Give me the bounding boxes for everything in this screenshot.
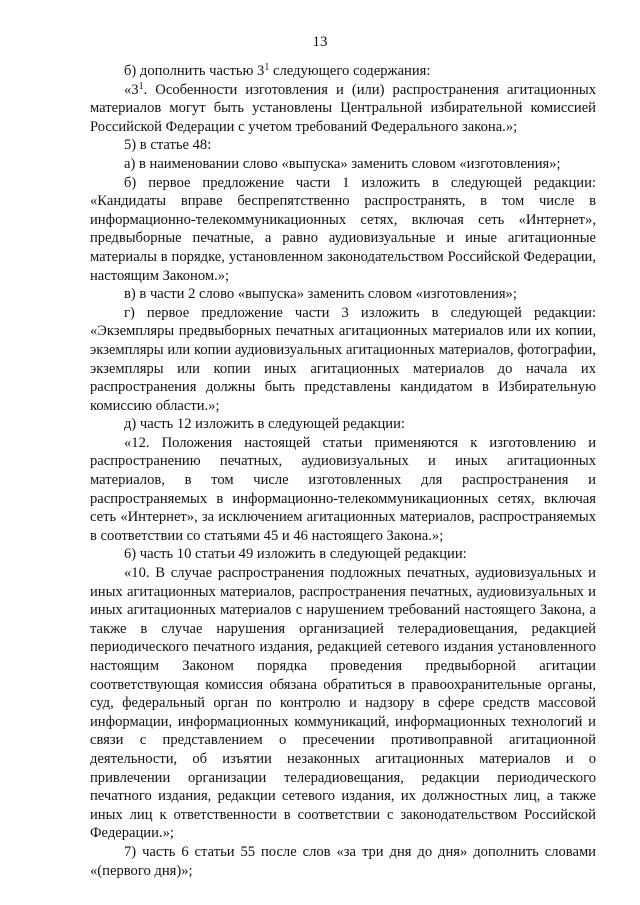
paragraph-article-55: 7) часть 6 статьи 55 после слов «за три дня до дня» дополнить словами «(первого дня)»;	[90, 843, 596, 879]
paragraph-48-v: в) в части 2 слово «выпуска» заменить словом «изготовления»;	[124, 286, 517, 303]
paragraph-48-b: б) первое предложение части 1 изложить в следующей редакции: «Кандидаты вправе беспрепятственно распространять, в том числе в информационно-телекоммуникационных сетях, включая сеть «Интернет», предвыборные печатные, а равно аудиовизуальные и иные агитационные материалы в порядке, установленном законодательством Российской Федерации, настоящим Законом.»;	[90, 174, 596, 284]
paragraph-add-part-3-1	[90, 62, 596, 81]
paragraph-part-3-1-text	[90, 81, 596, 137]
document-body	[90, 62, 596, 880]
paragraph-part-12-text: «12. Положения настоящей статьи применяются к изготовлению и распространению печатных, аудиовизуальных и иных агитационных материалов, в том числе изготовленных для распространения и распространяемых в информационно-телекоммуникационных сетях, включая сеть «Интернет», за исключением агитационных материалов, распространяемых в соответствии со статьями 45 и 46 настоящего Закона.»;	[90, 434, 596, 544]
page-number: 13	[312, 34, 328, 50]
superscript-1: 1	[138, 80, 144, 92]
paragraph-text-tail: следующего содержания:	[269, 63, 431, 79]
paragraph-48-a: а) в наименовании слово «выпуска» заменить словом «изготовления»;	[124, 155, 561, 172]
paragraph-48-g: г) первое предложение части 3 изложить в следующей редакции: «Экземпляры предвыборных печатных агитационных материалов или их копии, экземпляры или копии аудиовизуальных агитационных материалов, фотографии, экземпляры или копии иных агитационных материалов до начала их распространения должны быть представлены кандидатом в Избирательную комиссию области.»;	[90, 304, 596, 414]
paragraph-text: «3	[124, 81, 139, 98]
superscript-1: 1	[264, 62, 270, 73]
paragraph-text-tail: . Особенности изготовления и (или) распространения агитационных материалов могут быть установлены Центральной избирательной комиссией Российской Федерации с учетом требований Федерального закона.»;	[90, 81, 596, 135]
paragraph-text: б) дополнить частью 3	[124, 63, 265, 79]
paragraph-48-d: д) часть 12 изложить в следующей редакции:	[124, 416, 405, 433]
paragraph-article-48: 5) в статье 48:	[124, 137, 212, 154]
paragraph-part-10-text: «10. В случае распространения подложных печатных, аудиовизуальных и иных агитационных материалов, распространения печатных, аудиовизуальных и иных агитационных материалов с нарушением требований настоящего Закона, а также в случае нарушения организацией телерадиовещания, редакцией периодического печатного издания, редакцией сетевого издания установленного настоящим Законом порядка проведения предвыборной агитации соответствующая комиссия обязана обратиться в правоохранительные органы, суд, федеральный орган по контролю и надзору в сфере средств массовой информации, информационных коммуникаций, информационных технологий и связи с представлением о пресечении противоправной агитационной деятельности, об изъятии незаконных агитационных материалов и о привлечении организации телерадиовещания, редакции периодического печатного издания, редакции сетевого издания, их должностных лиц, а также иных лиц к ответственности в соответствии с законодательством Российской Федерации.»;	[90, 565, 596, 842]
paragraph-article-49: 6) часть 10 статьи 49 изложить в следующей редакции:	[124, 546, 467, 563]
